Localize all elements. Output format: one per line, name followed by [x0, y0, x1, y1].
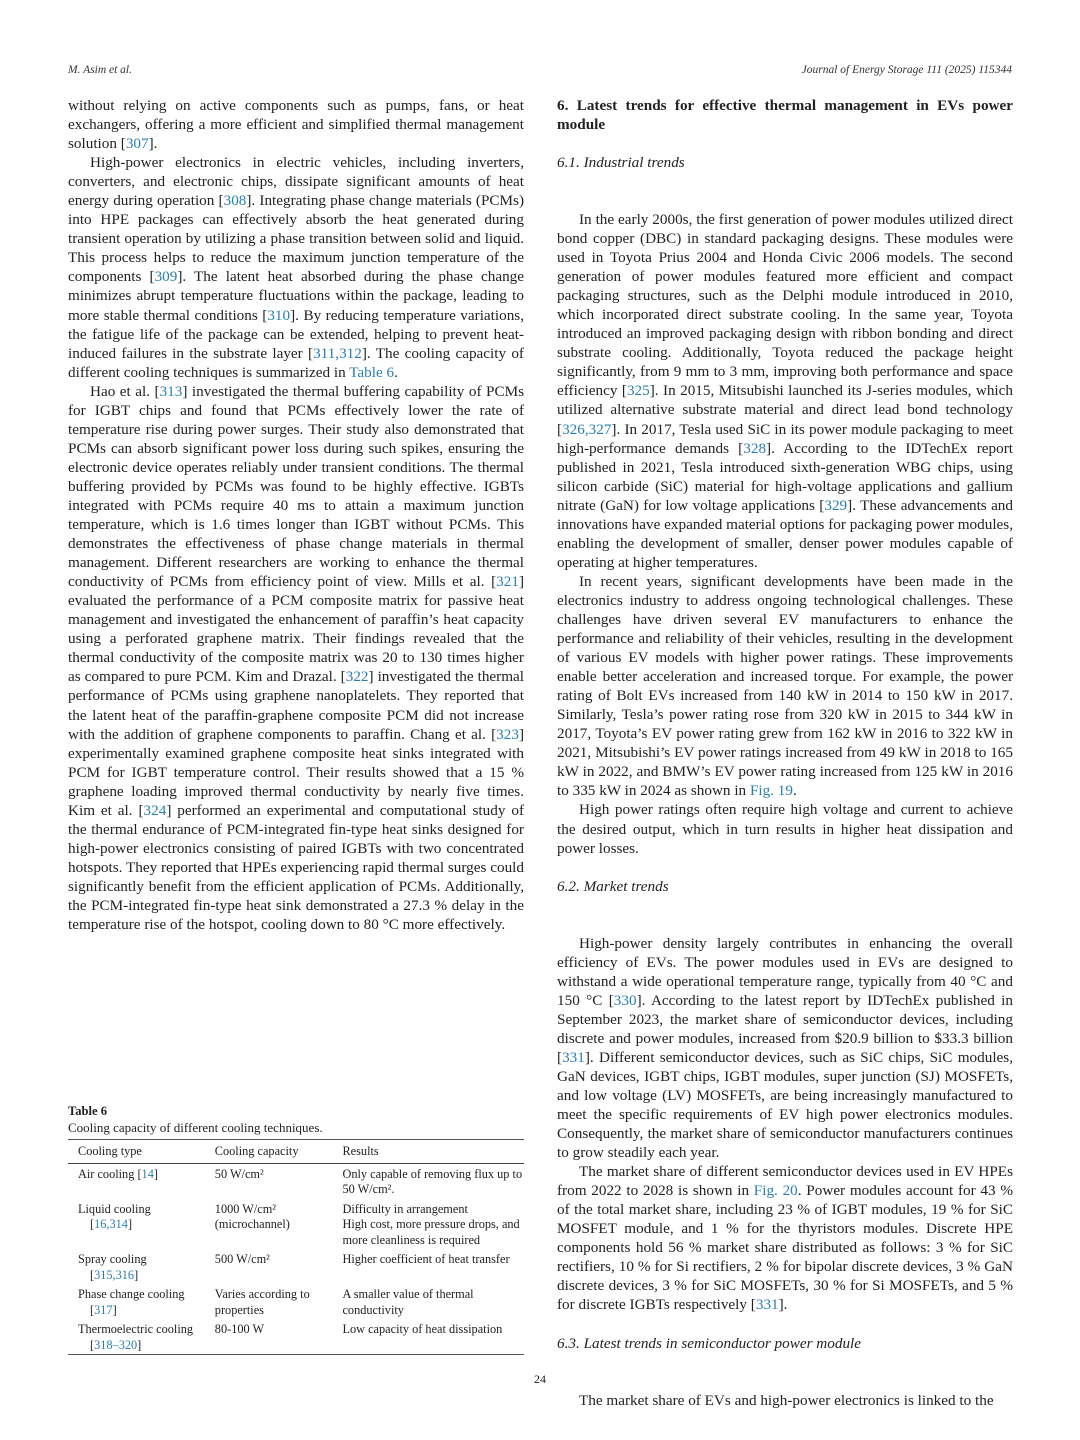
table-row: [68, 1319, 524, 1355]
citation: [16,314]: [90, 1217, 133, 1231]
paragraph: [557, 210, 1013, 572]
table-cell: [205, 1199, 333, 1250]
text-run: ] performed an experimental and computational study of the thermal endurance of PCM-integrated fin-type heat sinks designed for high-power electronics consisting of paired IGBTs with two concentrated hotspots. They reported that HPEs experiencing rapid thermal surges could significantly benefit from the efficient application of PCMs. Additionally, the PCM-integrated fin-type heat sink demonstrated a 27.3 % delay in the temperature rise of the hotspot, cooling down to 80 °C more effectively.: [68, 801, 525, 934]
column-header: Cooling type: [68, 1140, 205, 1164]
citation-link[interactable]: 321: [496, 573, 519, 591]
right-column: [557, 96, 1013, 1410]
text-run: ]. In 2015, Mitsubishi launched its J-series modules, which utilized alternative substrate material and direct lead bond technology [: [557, 382, 1013, 438]
citation-link[interactable]: 324: [143, 801, 167, 819]
page-number: 24: [534, 1372, 546, 1386]
paragraph: [68, 153, 524, 382]
text-run: High-power electronics in electric vehicles, including inverters, converters, and electronic chips, dissipate significant amounts of heat energy during operation [: [68, 154, 524, 210]
text-run: ]. Different semiconductor devices, such as SiC chips, SiC modules, GaN devices, IGBT chips, IGBT modules, super junction (SJ) MOSFETs, and low voltage (LV) MOSFETs, are being increasingly manufactured to meet the specific requirements of EV high power electronics modules. Consequently, the market share of semiconductor manufacturers continues to grow steadily each year.: [557, 1048, 1013, 1162]
citation: [315,316]: [90, 1267, 139, 1282]
text-run: ].: [778, 1296, 788, 1314]
cooling-capacity: (microchannel): [214, 1217, 290, 1231]
text-run: ]. According to the latest report by IDTechEx published in September 2023, the market share of semiconductor devices, including discrete and power modules, increased from $20.9 billion to $33.3 billion [: [557, 991, 1013, 1066]
result-text: Higher coefficient of heat transfer: [342, 1252, 510, 1266]
table-cell: [205, 1319, 333, 1355]
table-cell: [332, 1199, 524, 1250]
citation-link[interactable]: 331: [562, 1048, 585, 1066]
citation: [317]: [90, 1302, 117, 1317]
result-text: A smaller value of thermal conductivity: [342, 1287, 474, 1317]
section-6-1-heading: 6.1. Industrial trends: [557, 154, 685, 171]
cooling-type: Air cooling: [78, 1166, 135, 1181]
table-cell: [332, 1284, 524, 1319]
cooling-capacity: 500 W/cm²: [214, 1252, 270, 1266]
paragraph: [68, 96, 524, 153]
table-row: [68, 1199, 524, 1250]
table-cell: [68, 1319, 205, 1355]
citation: [318–320]: [90, 1337, 142, 1352]
text-run: Hao et al. [: [90, 382, 160, 400]
left-column: [68, 96, 524, 934]
left-paragraphs: [68, 96, 524, 934]
text-run: ]. These advancements and innovations have expanded material options for packaging power modules, enabling the development of smaller, denser power modules capable of operating at higher temperatures.: [557, 496, 1013, 571]
text-run: ].: [148, 135, 158, 153]
table-cell: [332, 1163, 524, 1199]
table-cell: [332, 1249, 524, 1284]
table-cell: [205, 1163, 333, 1199]
cooling-type: Thermoelectric cooling: [78, 1322, 194, 1336]
section-6-3-heading: 6.3. Latest trends in semiconductor power module: [557, 1334, 862, 1352]
citation-link[interactable]: 309: [154, 268, 178, 286]
citation-link[interactable]: Table 6: [349, 363, 395, 381]
citation-link[interactable]: 331: [755, 1296, 779, 1314]
citation-link[interactable]: 313: [159, 382, 183, 400]
text-run: .: [792, 782, 797, 800]
cooling-table: [68, 1139, 524, 1355]
paragraph: [557, 800, 1013, 857]
citation-link[interactable]: 16,314: [94, 1217, 128, 1231]
text-run: ]. According to the IDTechEx report published in 2021, Tesla introduced sixth-generation WBG chips, using silicon carbide (SiC) material for high-voltage applications and gallium nitrate (GaN) for low voltage applications [: [557, 439, 1013, 514]
cooling-type: Liquid cooling: [78, 1201, 151, 1216]
citation-link[interactable]: 326,327: [562, 420, 612, 438]
text-run: ] experimentally examined graphene composite heat sinks integrated with PCM for IGBT temperature control. Their results showed that a 15 % graphene loading improved thermal conductivity by nearly five times. Kim et al. [: [68, 725, 524, 819]
table-cell: [205, 1284, 333, 1319]
text-run: The market share of EVs and high-power electronics is linked to the: [579, 1391, 994, 1409]
citation-link[interactable]: Fig. 20: [753, 1182, 798, 1200]
paragraph: [557, 1391, 1013, 1410]
citation-link[interactable]: Fig. 19: [749, 782, 793, 800]
text-run: ] evaluated the performance of a PCM composite matrix for passive heat management and investigated the enhancement of paraffin’s heat capacity using a perforated graphene matrix. Their findings revealed that the thermal conductivity of the composite matrix was 20 to 130 times higher as compared to pure PCM. Kim and Drazal. [: [68, 573, 524, 686]
column-header: Cooling capacity: [205, 1140, 333, 1164]
text-run: ]. By reducing temperature variations, the fatigue life of the package can be extended, helping to prevent heat-induced failures in the substrate layer [: [68, 306, 524, 362]
text-run: without relying on active components such as pumps, fans, or heat exchangers, offering a more efficient and simplified thermal management solution [: [68, 97, 524, 153]
citation-link[interactable]: 330: [613, 991, 637, 1009]
text-run: ] investigated the thermal buffering capability of PCMs for IGBT chips and found that PCMs effectively lower the rate of temperature rise during power surges. Their study also demonstrated that PCMs can absorb significant power loss during such spikes, ensuring the electronic device operates reliably under transient conditions. The thermal buffering provided by PCMs was found to be highly effective. IGBTs integrated with PCMs require 40 ms to attain a maximum junction temperature, which is 1.6 times longer than IGBT without PCMs. This demonstrates the effectiveness of phase change materials in thermal management. Different researchers are working to enhance the thermal conductivity of PCMs from efficiency point of view. Mills et al. [: [68, 382, 524, 591]
section-6-2-body: [557, 934, 1013, 1315]
text-run: ]. The cooling capacity of different cooling techniques is summarized in: [68, 344, 524, 381]
running-header-journal: Journal of Energy Storage 111 (2025) 115344: [801, 64, 1012, 76]
citation-link[interactable]: 325: [626, 382, 650, 400]
citation-link[interactable]: 329: [824, 496, 848, 514]
section-6-2-heading: 6.2. Market trends: [557, 877, 669, 895]
table-row: [68, 1163, 524, 1199]
citation-link[interactable]: 310: [267, 306, 291, 324]
section-6-heading: 6. Latest trends for effective thermal management in EVs power module: [557, 97, 1013, 133]
text-run: ]. The latent heat absorbed during the phase change minimizes abrupt temperature fluctuations within the package, leading to more stable thermal conditions [: [68, 268, 524, 324]
text-run: ]. In 2017, Tesla used SiC in its power module packaging to meet high-performance demands [: [557, 420, 1013, 457]
paragraph: [557, 934, 1013, 1163]
text-run: . Power modules account for 43 % of the total market share, including 23 % of IGBT modules, 19 % for SiC MOSFET module, and 1 % for the thyristors modules. Discrete HPE components hold 56 % market share distributed as follows: 3 % for SiC rectifiers, 10 % for Si rectifiers, 2 % for bipolar discrete devices, 3 % GaN discrete devices, 3 % for SiC MOSFETs, 30 % for Si MOSFETs, and 5 % for discrete IGBTs respectively [: [557, 1182, 1013, 1314]
citation-link[interactable]: 317: [94, 1302, 113, 1317]
result-text: Only capable of removing flux up to 50 W/cm².: [342, 1166, 523, 1196]
citation-link[interactable]: 307: [125, 135, 149, 153]
citation-link[interactable]: 323: [496, 725, 519, 743]
result-text: High cost, more pressure drops, and more cleanliness is required: [342, 1217, 520, 1247]
table-6: [68, 1104, 524, 1355]
text-run: ]. Integrating phase change materials (PCMs) into HPE packages can effectively absorb the heat generated during transient operation by utilizing a phase transition between solid and liquid. This process helps to reduce the maximum junction temperature of the components [: [68, 192, 525, 286]
citation-link[interactable]: 318–320: [94, 1337, 138, 1352]
table-cell: [205, 1249, 333, 1284]
table-row: [68, 1249, 524, 1284]
citation-link[interactable]: 328: [743, 439, 767, 457]
text-run: In recent years, significant developments have been made in the electronics industry to address ongoing technological challenges. These challenges have driven several EV manufacturers to enhance the performance and reliability of their vehicles, resulting in the development of various EV models with higher power ratings. These improvements enable better acceleration and increased torque. For example, the power rating of Bolt EVs increased from 140 kW in 2014 to 150 kW in 2017. Similarly, Tesla’s power rating rose from 320 kW in 2015 to 344 kW in 2017, Toyota’s EV power rating grew from 162 kW in 2016 to 322 kW in 2021, Mitsubishi’s EV power ratings increased from 49 kW in 2018 to 165 kW in 2022, and BMW’s EV power rating increased from 125 kW in 2016 to 335 kW in 2024 as shown in: [557, 572, 1013, 800]
section-6-3-body: [557, 1391, 1013, 1410]
text-run: High-power density largely contributes in enhancing the overall efficiency of EVs. The power modules used in EVs are designed to withstand a wide operational temperature range, typically from 40 °C and 150 °C [: [557, 934, 1013, 1009]
result-text: Low capacity of heat dissipation: [342, 1322, 503, 1336]
text-run: High power ratings often require high voltage and current to achieve the desired output, which in turn results in higher heat dissipation and power losses.: [557, 801, 1013, 857]
table-cell: [68, 1163, 205, 1199]
cooling-type: Phase change cooling: [78, 1287, 185, 1301]
text-run: The market share of different semiconductor devices used in EV HPEs from 2022 to 2028 is shown in: [557, 1163, 1013, 1200]
text-run: In the early 2000s, the first generation of power modules utilized direct bond copper (DBC) in standard packaging designs. These modules were used in Toyota Prius 2004 and Honda Civic 2006 models. The second generation of power modules featured more efficient and compact packaging structures, such as the Delphi module introduced in 2010, which incorporated direct substrate cooling. In the same year, Toyota introduced an improved packaging design with ribbon bonding and direct substrate cooling. Additionally, Toyota reduced the package height significantly, from 9 mm to 3 mm, improving both performance and space efficiency [: [557, 211, 1013, 400]
table-label: Table 6: [68, 1104, 108, 1118]
citation-link[interactable]: 14: [141, 1166, 154, 1181]
citation-link[interactable]: 322: [345, 668, 369, 686]
cooling-capacity: 80-100 W: [214, 1322, 265, 1336]
result-text: Difficulty in arrangement: [342, 1201, 468, 1216]
table-caption: Cooling capacity of different cooling techniques.: [68, 1119, 323, 1135]
cooling-capacity: 1000 W/cm²: [214, 1201, 276, 1216]
table-cell: [68, 1249, 205, 1284]
text-run: .: [394, 363, 398, 381]
table-cell: [68, 1199, 205, 1250]
section-6-1-body: [557, 210, 1013, 858]
citation: [14]: [137, 1166, 158, 1181]
paragraph: [557, 572, 1013, 801]
citation-link[interactable]: 315,316: [94, 1267, 135, 1282]
cooling-type: Spray cooling: [78, 1252, 147, 1266]
table-cell: [68, 1284, 205, 1319]
paragraph: [557, 1162, 1013, 1314]
table-cell: [332, 1319, 524, 1355]
citation-link[interactable]: 308: [223, 192, 247, 210]
paragraph: [68, 382, 524, 934]
cooling-capacity: 50 W/cm²: [214, 1166, 264, 1181]
table-row: [68, 1284, 524, 1319]
column-header: Results: [332, 1140, 524, 1164]
text-run: ] investigated the thermal performance of PCMs using graphene nanoplatelets. They reported that the latent heat of the paraffin-graphene composite PCM did not increase with the addition of graphene components to paraffin. Chang et al. [: [68, 668, 524, 743]
cooling-capacity: Varies according to properties: [214, 1287, 310, 1317]
citation-link[interactable]: 311,312: [313, 344, 362, 362]
running-header-authors: M. Asim et al.: [68, 64, 132, 76]
